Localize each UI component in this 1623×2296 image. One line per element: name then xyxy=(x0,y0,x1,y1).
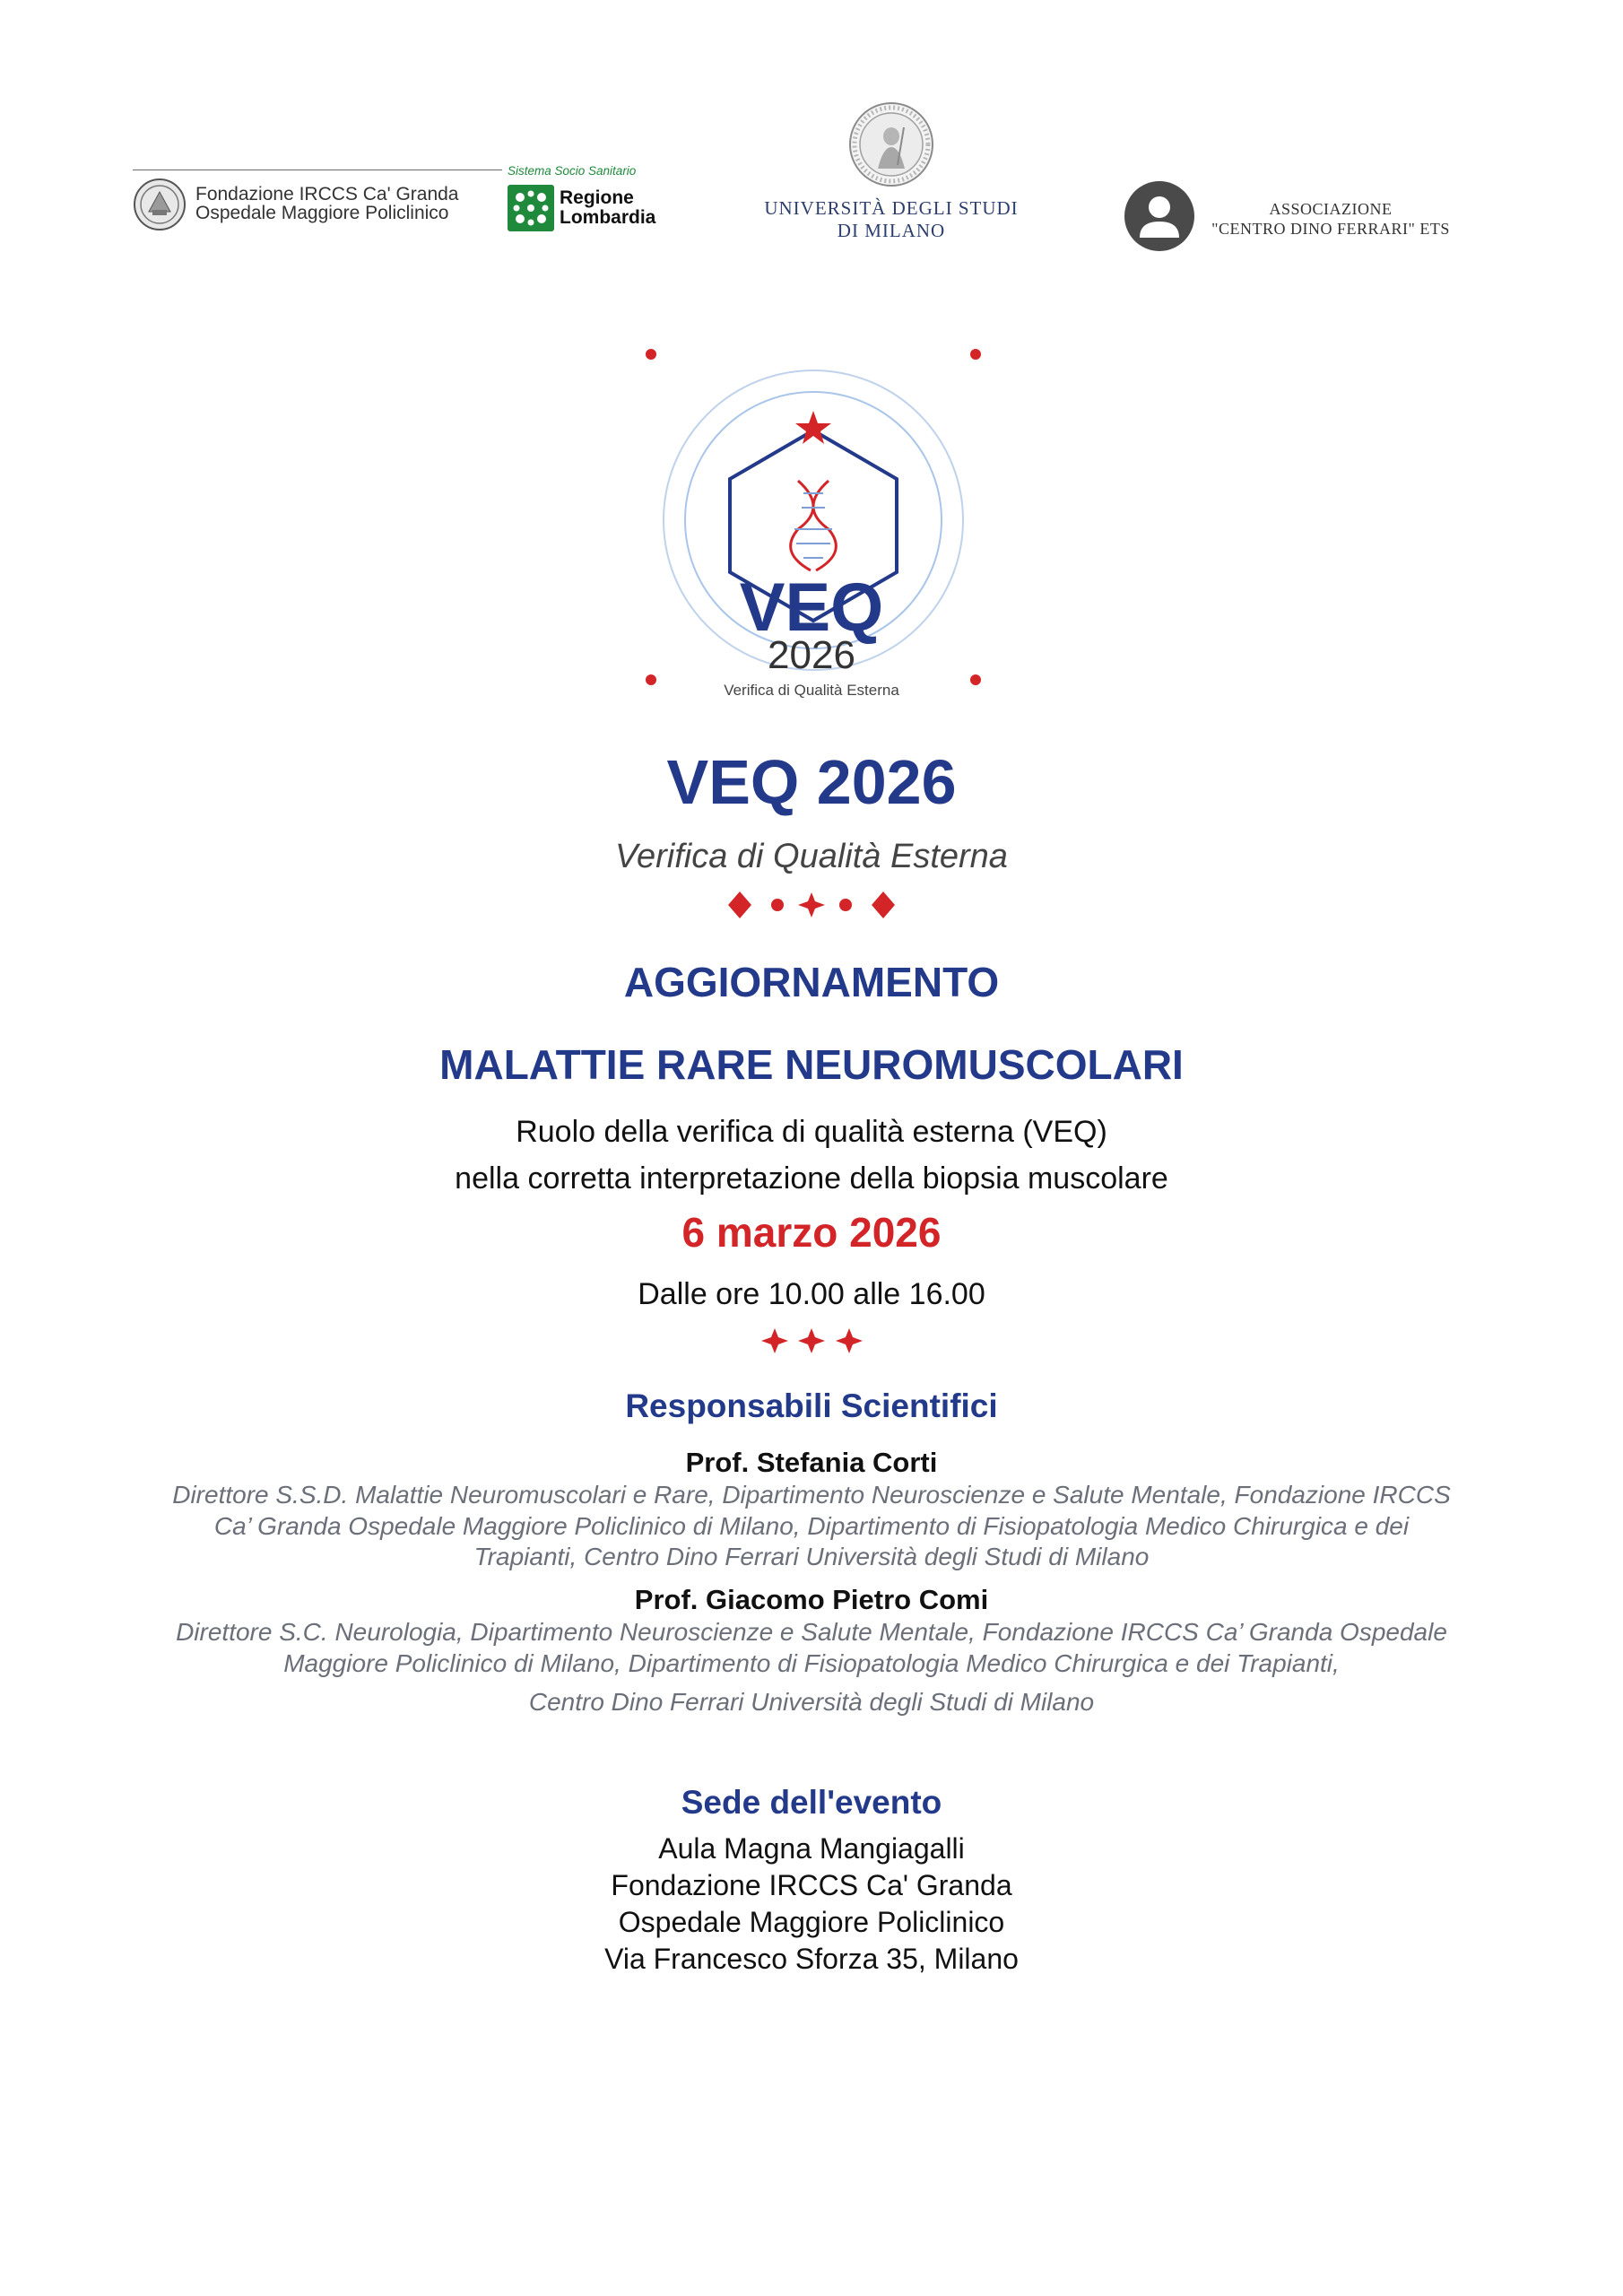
sparkle-icon xyxy=(798,892,825,918)
emblem-year-text: 2026 xyxy=(768,633,855,677)
unimi-line1: UNIVERSITÀ DEGLI STUDI xyxy=(764,197,1019,219)
sparkle-icon xyxy=(761,1328,788,1353)
fondazione-line2: Ospedale Maggiore Policlinico xyxy=(195,203,449,223)
corner-dot xyxy=(646,349,656,360)
fondazione-logo-text xyxy=(195,185,459,222)
regione-line2: Lombardia xyxy=(560,207,656,228)
associazione-line1: ASSOCIAZIONE xyxy=(1269,200,1393,218)
sparkle-icon xyxy=(836,1328,863,1353)
page-subtitle: Verifica di Qualità Esterna xyxy=(615,838,1008,875)
event-description-line1: Ruolo della verifica di qualità esterna (VEQ) xyxy=(516,1115,1107,1149)
venue-line: Fondazione IRCCS Ca' Granda xyxy=(611,1869,1012,1901)
regione-line1: Regione xyxy=(560,187,634,208)
diamond-icon xyxy=(872,891,895,918)
fondazione-line1: Fondazione IRCCS Ca' Granda xyxy=(195,184,459,204)
venue-line: Aula Magna Mangiagalli xyxy=(658,1832,965,1865)
event-description-line2: nella corretta interpretazione della biopsia muscolare xyxy=(455,1161,1168,1196)
ornament-divider xyxy=(726,890,897,920)
person-affiliation-line: Trapianti, Centro Dino Ferrari Università degli Studi di Milano xyxy=(473,1543,1150,1570)
person-affiliation-line: Direttore S.S.D. Malattie Neuromuscolari e Rare, Dipartimento Neuroscienze e Salute Mentale, Fondazione IRCCS xyxy=(172,1481,1451,1509)
emblem-subtitle: Verifica di Qualità Esterna xyxy=(724,682,899,699)
unimi-seal-icon xyxy=(847,100,935,188)
unimi-line2: DI MILANO xyxy=(837,220,946,241)
venue-line: Ospedale Maggiore Policlinico xyxy=(618,1906,1005,1938)
sparkle-icon xyxy=(798,1328,825,1353)
unimi-logo-text xyxy=(748,197,1035,242)
event-description xyxy=(0,1109,1623,1202)
dot-icon xyxy=(839,899,852,911)
associazione-logo-text xyxy=(1196,199,1465,239)
event-hours: Dalle ore 10.00 alle 16.00 xyxy=(638,1277,985,1311)
regione-tagline: Sistema Socio Sanitario xyxy=(508,164,637,178)
page-title: VEQ 2026 xyxy=(666,747,957,817)
person-affiliation-line: Direttore S.C. Neurologia, Dipartimento Neuroscienze e Salute Mentale, Fondazione IRCCS Ca’ Granda Ospedale xyxy=(176,1618,1447,1646)
heading-malattie: MALATTIE RARE NEUROMUSCOLARI xyxy=(439,1041,1184,1088)
diamond-icon xyxy=(728,891,751,918)
person-affiliation-line: Maggiore Policlinico di Milano, Dipartimento di Fisiopatologia Medico Chirurgica e dei Trapianti, xyxy=(283,1649,1340,1677)
person-affiliation-line: Ca’ Granda Ospedale Maggiore Policlinico di Milano, Dipartimento di Fisiopatologia Medico Chirurgica e dei xyxy=(213,1512,1410,1540)
person-name: Prof. Stefania Corti xyxy=(685,1447,938,1478)
associazione-line2: "CENTRO DINO FERRARI" ETS xyxy=(1211,220,1450,238)
person-affiliation-line: Centro Dino Ferrari Università degli Studi di Milano xyxy=(528,1688,1095,1716)
venue-heading: Sede dell'evento xyxy=(681,1784,942,1821)
emblem-veq-text: VEQ xyxy=(739,570,884,646)
sparkle-divider xyxy=(760,1326,863,1356)
regione-rosa-camuna-icon xyxy=(508,185,554,231)
fondazione-seal-icon xyxy=(133,178,187,231)
event-date: 6 marzo 2026 xyxy=(681,1209,942,1256)
person-icon xyxy=(1124,180,1195,252)
regione-logo-text xyxy=(560,188,655,228)
corner-dot xyxy=(970,674,981,685)
scientific-heading: Responsabili Scientifici xyxy=(625,1387,998,1424)
corner-dot xyxy=(970,349,981,360)
dna-icon xyxy=(791,481,837,570)
dot-icon xyxy=(771,899,784,911)
venue-line: Via Francesco Sforza 35, Milano xyxy=(604,1943,1019,1975)
heading-aggiornamento: AGGIORNAMENTO xyxy=(623,959,1000,1005)
person-name: Prof. Giacomo Pietro Comi xyxy=(634,1584,989,1615)
